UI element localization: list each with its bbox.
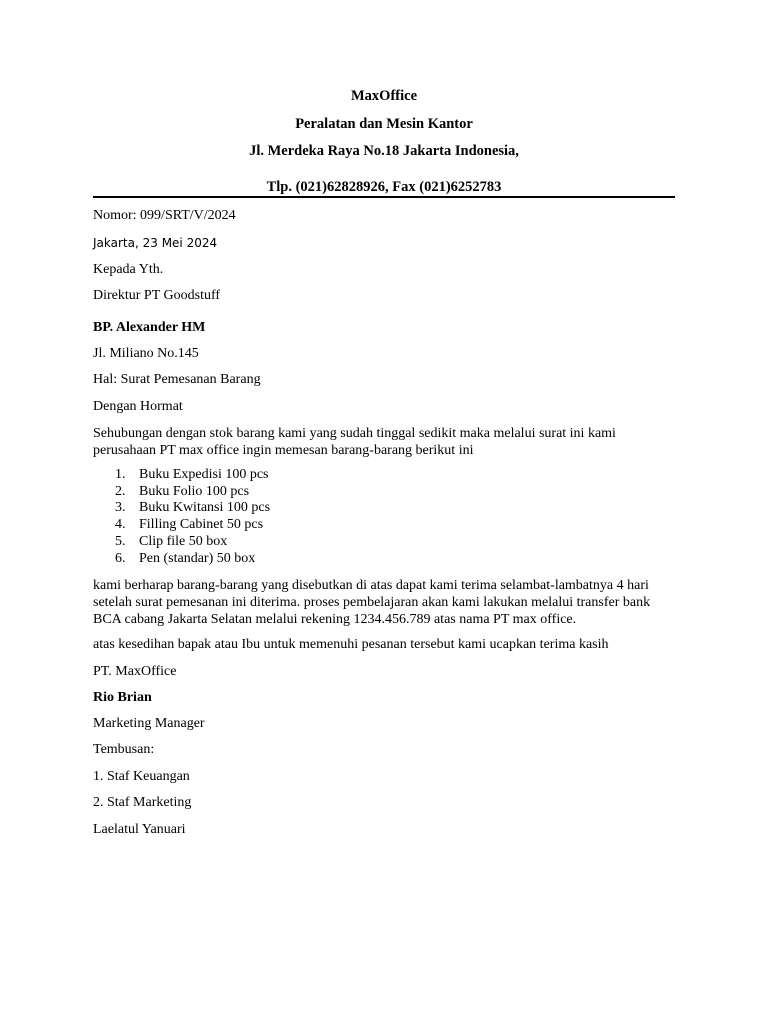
list-item [93,517,675,534]
list-item-text: Buku Folio 100 pcs [139,483,250,499]
cc-item-1: 1. Staf Keuangan [93,769,190,784]
sender-company: PT. MaxOffice [93,664,177,679]
order-item-list [93,467,675,567]
closing-paragraph: atas kesedihan bapak atau Ibu untuk memenuhi pesanan tersebut kami ucapkan terima kasih [93,637,609,652]
company-tagline: Peralatan dan Mesin Kantor [295,116,473,132]
list-item-number: 5. [115,533,126,549]
company-name: MaxOffice [350,88,418,104]
list-item [93,534,675,551]
letter-date: Jakarta, 23 Mei 2024 [93,236,218,250]
list-item-text: Pen (standar) 50 box [139,550,256,566]
cc-item-2: 2. Staf Marketing [93,795,192,810]
letterhead-divider [93,196,675,198]
list-item-text: Buku Expedisi 100 pcs [139,467,269,482]
author-name: Laelatul Yanuari [93,822,186,837]
list-item-number: 1. [115,467,126,482]
list-item-number: 2. [115,483,126,499]
list-item-number: 3. [115,500,126,516]
recipient-address: Jl. Miliano No.145 [93,346,199,361]
list-item-number: 6. [115,550,126,566]
signer-title: Marketing Manager [93,716,205,731]
list-item [93,467,675,484]
list-item-text: Buku Kwitansi 100 pcs [139,500,271,516]
list-item [93,484,675,501]
cc-label: Tembusan: [93,742,155,757]
intro-paragraph: Sehubungan dengan stok barang kami yang sudah tinggal sedikit maka melalui surat ini kami perusahaan PT max office ingin memesan barang-barang berikut ini [93,426,616,458]
list-item-text: Filling Cabinet 50 pcs [139,517,264,533]
recipient-title: Direktur PT Goodstuff [93,288,221,303]
list-item [93,500,675,517]
letter-number: Nomor: 099/SRT/V/2024 [93,208,236,223]
body-paragraph: kami berharap barang-barang yang disebutkan di atas dapat kami terima selambat-lambatnya 4 hari setelah surat pemesanan ini diterima. proses pembelajaran akan kami lakukan melalui transfer bank BCA cabang Jakarta Selatan melalui rekening 1234.456.789 atas nama PT max office. [93,578,651,627]
letter-subject: Hal: Surat Pemesanan Barang [93,372,261,387]
signer-name: Rio Brian [93,690,152,705]
recipient-name: BP. Alexander HM [93,320,206,335]
list-item-text: Clip file 50 box [139,533,228,549]
company-address: Jl. Merdeka Raya No.18 Jakarta Indonesia, [249,143,519,159]
salutation-to: Kepada Yth. [93,262,164,277]
company-contact: Tlp. (021)62828926, Fax (021)6252783 [266,179,502,195]
list-item [93,551,675,568]
list-item-number: 4. [115,517,126,533]
letter-greeting: Dengan Hormat [93,399,183,414]
